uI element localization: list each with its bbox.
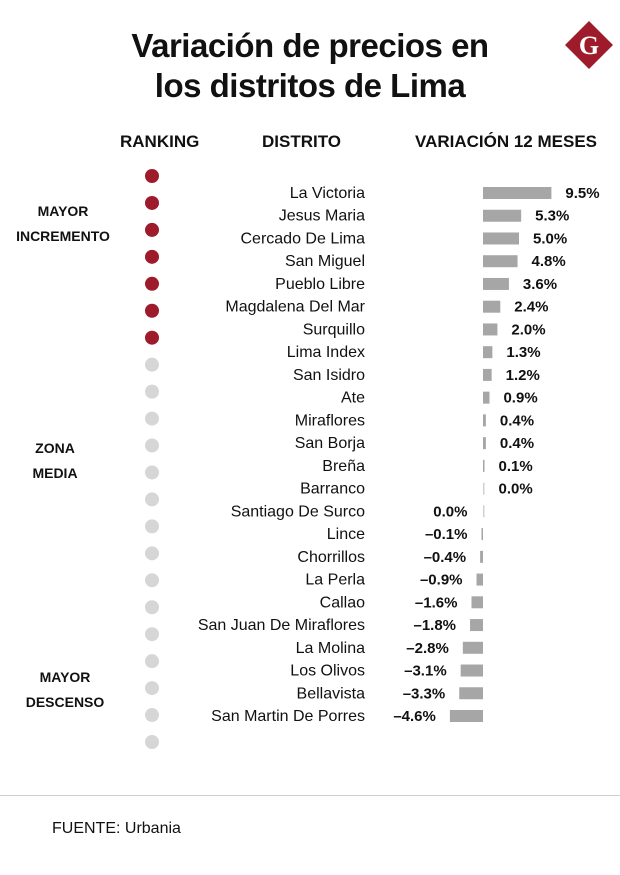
ranking-dot — [145, 546, 159, 560]
value-label: 0.9% — [503, 389, 538, 407]
ranking-dot — [145, 654, 159, 668]
ranking-dot — [145, 169, 159, 183]
value-label: 0.0% — [498, 480, 533, 498]
bar — [471, 596, 483, 608]
ranking-dot — [145, 681, 159, 695]
value-label: –4.6% — [393, 708, 436, 725]
ranking-dot — [145, 708, 159, 722]
district-label: Lince — [326, 526, 365, 544]
value-label: 5.3% — [535, 207, 570, 225]
value-label: 0.0% — [433, 503, 468, 521]
bar — [483, 187, 551, 199]
bar — [483, 278, 509, 290]
value-label: 1.2% — [505, 366, 540, 384]
value-label: 4.8% — [531, 253, 566, 271]
bar — [463, 642, 483, 654]
bar — [483, 301, 500, 313]
bar — [477, 574, 483, 586]
district-label: Magdalena Del Mar — [225, 298, 365, 316]
district-label: San Juan De Miraflores — [197, 617, 365, 635]
ranking-dot — [145, 250, 159, 264]
district-label: San Isidro — [292, 366, 365, 384]
group-label-line: DESCENSO — [25, 694, 105, 710]
footer-divider — [0, 795, 620, 796]
ranking-dot — [145, 465, 159, 479]
brand-logo-letter: G — [578, 31, 600, 60]
district-label: La Perla — [305, 571, 365, 589]
group-label-line: ZONA — [35, 440, 75, 456]
district-label: Miraflores — [294, 412, 365, 430]
header-ranking: RANKING — [120, 132, 200, 151]
group-label-line: INCREMENTO — [16, 228, 110, 244]
value-label: –3.1% — [404, 662, 447, 680]
value-label: 2.0% — [511, 321, 546, 339]
value-label: –0.4% — [423, 548, 467, 566]
district-label: Cercado De Lima — [240, 230, 365, 248]
district-label: Santiago De Surco — [230, 503, 365, 521]
district-label: Breña — [322, 457, 365, 475]
bar — [483, 392, 489, 404]
header-variacion: VARIACIÓN 12 MESES — [415, 132, 598, 151]
bar — [470, 619, 483, 631]
district-label: San Martin De Porres — [211, 708, 365, 725]
ranking-dot — [145, 304, 159, 318]
chart-title-line-2: los distritos de Lima — [154, 67, 466, 104]
ranking-dot — [145, 627, 159, 641]
district-label: Lima Index — [286, 344, 365, 362]
value-label: 0.1% — [498, 457, 533, 475]
value-label: –1.8% — [413, 617, 457, 635]
ranking-dot — [145, 600, 159, 614]
district-label: La Victoria — [289, 185, 365, 202]
value-label: –0.1% — [424, 526, 468, 544]
ranking-dot — [145, 439, 159, 453]
district-label: Chorrillos — [297, 548, 365, 566]
ranking-dot — [145, 223, 159, 237]
ranking-dot — [145, 277, 159, 291]
header-distrito: DISTRITO — [262, 132, 342, 151]
bar — [483, 255, 518, 267]
value-label: 3.6% — [522, 275, 558, 293]
bar — [483, 346, 492, 358]
ranking-dot — [145, 735, 159, 749]
group-label-line: MAYOR — [39, 669, 91, 685]
ranking-dot — [145, 519, 159, 533]
district-label: Pueblo Libre — [275, 275, 365, 293]
value-label: –1.6% — [414, 594, 458, 612]
district-label: San Borja — [294, 435, 365, 453]
district-label: Los Olivos — [290, 662, 365, 680]
bar — [483, 414, 486, 426]
district-label: Bellavista — [296, 685, 365, 703]
value-label: 0.4% — [499, 412, 535, 430]
district-label: La Molina — [295, 639, 365, 657]
bar — [483, 437, 486, 449]
ranking-dot — [145, 573, 159, 587]
district-label: Callao — [319, 594, 365, 612]
bar — [450, 710, 483, 722]
bar — [483, 210, 521, 222]
district-label: Surquillo — [302, 321, 365, 339]
bar — [483, 483, 485, 495]
value-label: –2.8% — [406, 639, 449, 657]
ranking-dot — [145, 358, 159, 372]
value-label: 0.4% — [499, 435, 535, 453]
value-label: –0.9% — [419, 571, 463, 589]
bar — [459, 687, 483, 699]
chart-title-line-1: Variación de precios en — [131, 27, 489, 64]
value-label: 9.5% — [565, 185, 600, 202]
district-label: Ate — [340, 389, 365, 407]
group-label-line: MEDIA — [32, 465, 78, 481]
value-label: 5.0% — [533, 230, 568, 248]
district-label: San Miguel — [284, 253, 365, 271]
value-label: –3.3% — [402, 685, 446, 703]
district-label: Jesus Maria — [278, 207, 365, 225]
bar — [483, 505, 485, 517]
value-label: 1.3% — [506, 344, 541, 362]
district-label: Barranco — [300, 480, 365, 498]
ranking-dot — [145, 412, 159, 426]
ranking-dot — [145, 196, 159, 210]
value-label: 2.4% — [514, 298, 549, 316]
bar — [483, 369, 492, 381]
group-label-line: MAYOR — [37, 203, 89, 219]
bar — [483, 460, 485, 472]
ranking-dot — [145, 385, 159, 399]
bar — [480, 551, 483, 563]
bar — [461, 665, 483, 677]
ranking-dot — [145, 492, 159, 506]
source-note: FUENTE: Urbania — [52, 820, 181, 837]
bar — [483, 232, 519, 244]
ranking-dot — [145, 331, 159, 345]
bar — [483, 323, 497, 335]
bar — [482, 528, 484, 540]
